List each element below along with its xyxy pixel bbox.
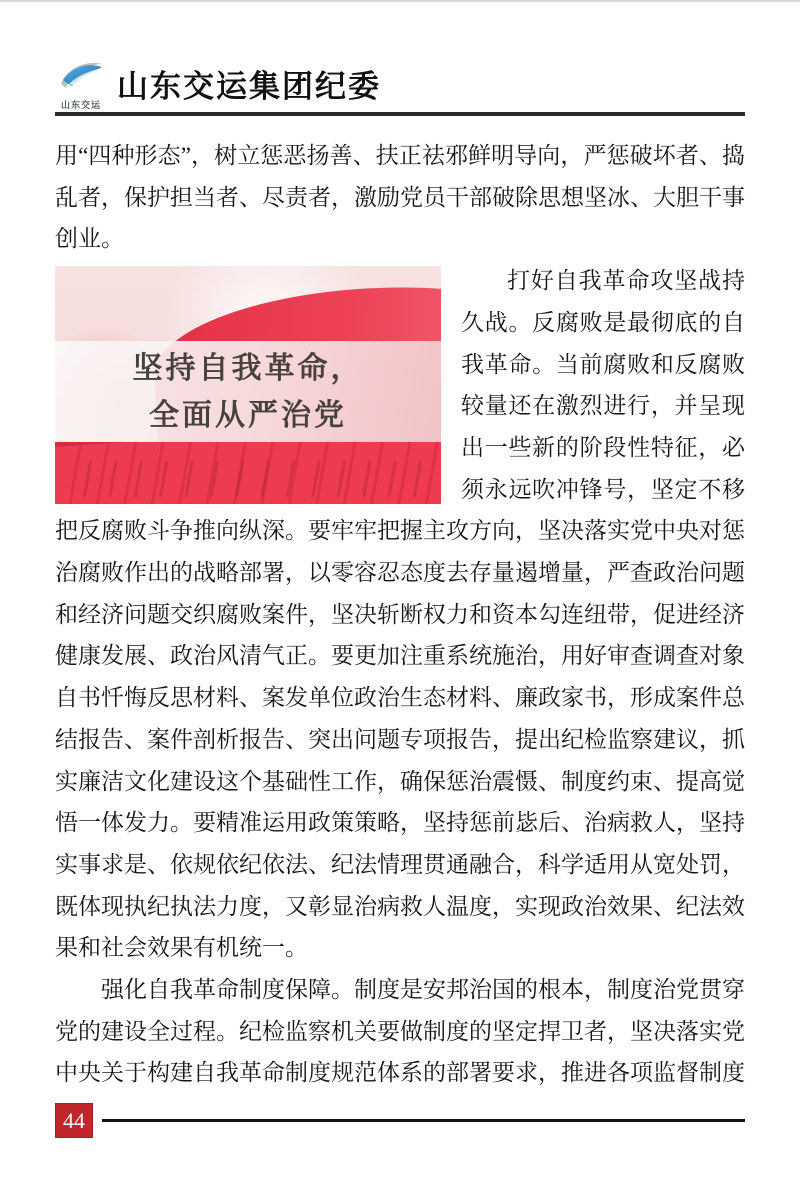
company-logo xyxy=(55,59,107,111)
footer-divider xyxy=(102,1119,745,1122)
paragraph-institution: 强化自我革命制度保障。制度是安邦治国的根本，制度治党贯穿党的建设全过程。纪检监察机关要做制度的坚定捍卫者，坚决落实党中央关于构建自我革命制度规范体系的部署要求，推进各项监督制度 xyxy=(55,977,745,1086)
header-divider xyxy=(55,112,745,116)
article-body xyxy=(55,135,745,1094)
banner-caption-line2: 全面从严治党 xyxy=(149,398,347,432)
paragraph-main-block xyxy=(55,260,745,969)
banner-image xyxy=(55,266,441,504)
banner-caption-line1: 坚持自我革命， xyxy=(132,351,364,385)
banner-caption-band xyxy=(55,341,441,442)
logo-caption: 山东交运 xyxy=(60,100,101,110)
page-number-badge: 44 xyxy=(55,1103,93,1138)
banner-red-fans-shape xyxy=(55,442,441,504)
page-footer xyxy=(55,1103,745,1138)
page-title: 山东交运集团纪委 xyxy=(117,68,381,104)
page-header xyxy=(55,0,745,112)
paragraph-intro: 用“四种形态”，树立惩恶扬善、扶正祛邪鲜明导向，严惩破坏者、捣乱者，保护担当者、尽责者，激励党员干部破除思想坚冰、大胆干事创业。 xyxy=(55,143,745,252)
paragraph-main: 打好自我革命攻坚战持久战。反腐败是最彻底的自我革命。当前腐败和反腐败较量还在激烈进行，并呈现出一些新的阶段性特征，必须永远吹冲锋号，坚定不移把反腐败斗争推向纵深。要牢牢把握主攻方向，坚决落实党中央对惩治腐败作出的战略部署，以零容忍态度去存量遏增量，严查政治问题和经济问题交织腐败案件，坚决斩断权力和资本勾连纽带，促进经济健康发展、政治风清气正。要更加注重系统施治，用好审查调查对象自书忏悔反思材料、案发单位政治生态材料、廉政家书，形成案件总结报告、案件剖析报告、突出问题专项报告，提出纪检监察建议，抓实廉洁文化建设这个基础性工作，确保惩治震慑、制度约束、提高觉悟一体发力。要精准运用政策策略，坚持惩前毖后、治病救人，坚持实事求是、依规依纪依法、纪法情理贯通融合，科学适用从宽处罚，既体现执纪执法力度，又彰显治病救人温度，实现政治效果、纪法效果和社会效果有机统一。 xyxy=(55,268,745,961)
swoosh-bird-icon xyxy=(57,59,105,100)
